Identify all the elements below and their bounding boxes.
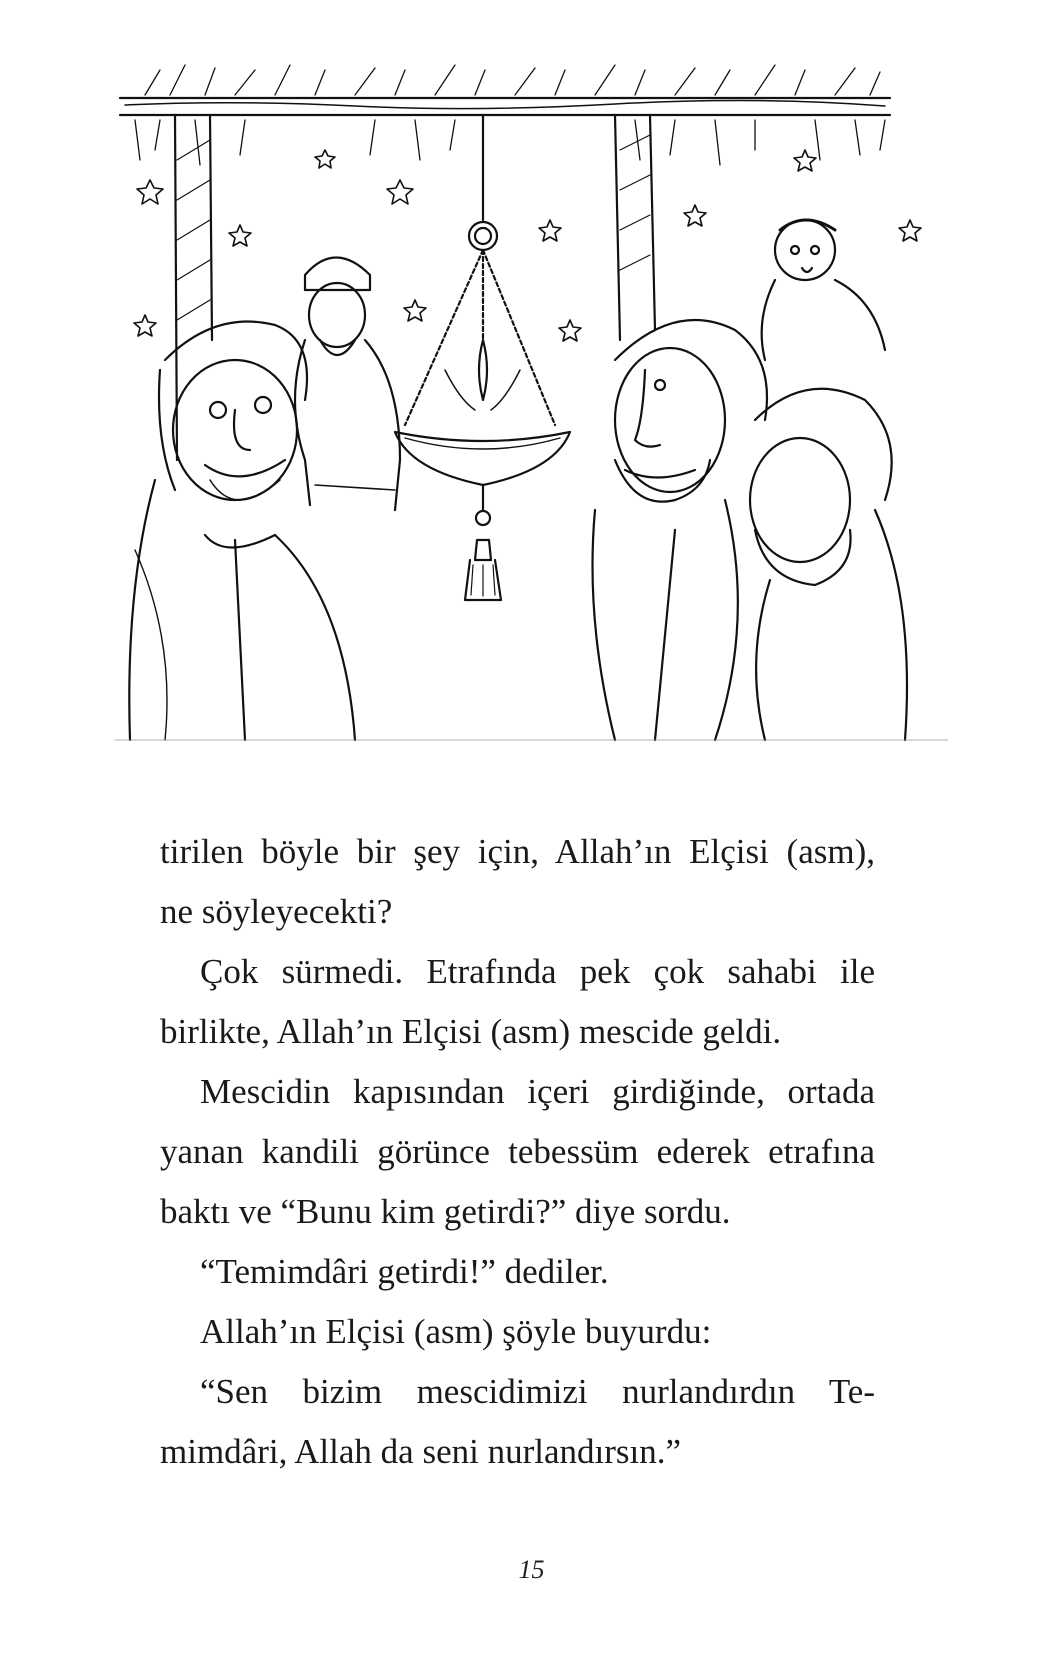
text-line: ne söyleyecekti? — [160, 892, 393, 931]
paragraph-5 — [160, 1302, 875, 1362]
text-line: birlikte, Allah’ın Elçisi (asm) mescide geldi. — [160, 1012, 782, 1051]
text-line: Mescidin kapısından içeri girdiğinde, ortada — [200, 1072, 875, 1111]
text-line: Allah’ın Elçisi (asm) şöyle buyurdu: — [200, 1312, 712, 1351]
text-line: yanan kandili görünce tebessüm ederek etrafına — [160, 1132, 875, 1171]
text-line: Çok sürmedi. Etrafında pek çok sahabi ile — [200, 952, 875, 991]
paragraph-3 — [160, 1062, 875, 1242]
text-line: “Sen bizim mescidimizi nurlandırdın Te- — [200, 1372, 875, 1411]
text-line: tirilen böyle bir şey için, Allah’ın Elçisi (asm), — [160, 832, 875, 871]
paragraph-6 — [160, 1362, 875, 1482]
mosque-lamp-illustration — [115, 40, 948, 765]
paragraph-2 — [160, 942, 875, 1062]
text-line: mimdâri, Allah da seni nurlandırsın.” — [160, 1432, 682, 1471]
body-text — [160, 822, 875, 1482]
text-line: baktı ve “Bunu kim getirdi?” diye sordu. — [160, 1192, 731, 1231]
paragraph-1 — [160, 822, 875, 942]
paragraph-4 — [160, 1242, 875, 1302]
page-number: 15 — [518, 1555, 545, 1584]
text-line: “Temimdâri getirdi!” dediler. — [200, 1252, 609, 1291]
